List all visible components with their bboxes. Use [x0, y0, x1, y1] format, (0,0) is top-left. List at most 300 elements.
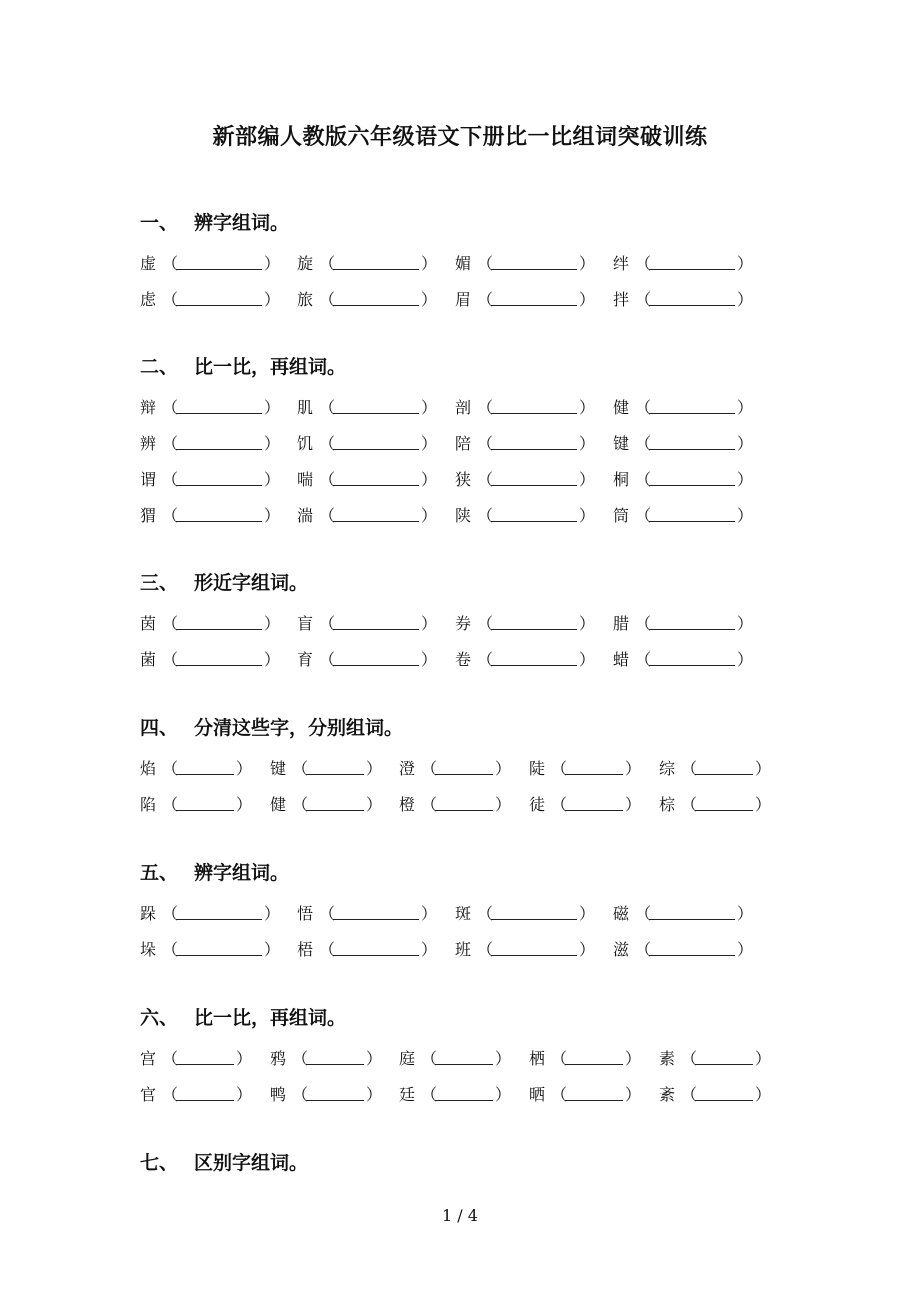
character: 综 [659, 758, 676, 778]
answer-blank[interactable] [435, 1085, 493, 1101]
word-item [297, 466, 438, 490]
character: 悟 [297, 903, 314, 923]
answer-blank[interactable] [649, 650, 735, 666]
open-paren: （ [162, 613, 179, 633]
close-paren: ） [421, 397, 438, 417]
character: 券 [455, 613, 472, 633]
section-label: 形近字组词。 [194, 572, 309, 594]
close-paren: ） [421, 505, 438, 525]
section-number: 一、 [140, 212, 179, 234]
open-paren: （ [477, 289, 494, 309]
open-paren: （ [319, 505, 336, 525]
word-item [455, 646, 596, 670]
close-paren: ） [579, 903, 596, 923]
character: 虚 [140, 253, 157, 273]
answer-blank[interactable] [695, 1049, 753, 1065]
open-paren: （ [635, 649, 652, 669]
answer-blank[interactable] [306, 795, 364, 811]
open-paren: （ [551, 1084, 568, 1104]
open-paren: （ [635, 289, 652, 309]
character: 桐 [613, 469, 630, 489]
close-paren: ） [579, 469, 596, 489]
section-number: 二、 [140, 356, 179, 378]
close-paren: ） [264, 397, 281, 417]
character: 紊 [659, 1084, 676, 1104]
open-paren: （ [477, 253, 494, 273]
answer-blank[interactable] [649, 398, 735, 414]
character: 谓 [140, 469, 157, 489]
word-item [659, 1045, 772, 1069]
answer-blank[interactable] [649, 470, 735, 486]
close-paren: ） [737, 469, 754, 489]
answer-blank[interactable] [176, 650, 262, 666]
word-item [613, 466, 754, 490]
answer-blank[interactable] [333, 650, 419, 666]
close-paren: ） [236, 758, 253, 778]
character: 宫 [140, 1048, 157, 1068]
close-paren: ） [625, 1048, 642, 1068]
close-paren: ） [366, 1048, 383, 1068]
word-item [659, 755, 772, 779]
open-paren: （ [635, 939, 652, 959]
section-label: 比一比，再组词。 [194, 1007, 347, 1029]
answer-blank[interactable] [491, 254, 577, 270]
word-item [140, 755, 253, 779]
answer-blank[interactable] [491, 614, 577, 630]
character: 跺 [140, 903, 157, 923]
character: 健 [270, 794, 287, 814]
character: 腊 [613, 613, 630, 633]
character: 筒 [613, 505, 630, 525]
word-item [140, 466, 281, 490]
word-item [613, 610, 754, 634]
answer-blank[interactable] [176, 614, 262, 630]
answer-blank[interactable] [649, 904, 735, 920]
word-item [399, 755, 512, 779]
word-item [613, 286, 754, 310]
character: 湍 [297, 505, 314, 525]
character: 媚 [455, 253, 472, 273]
open-paren: （ [477, 469, 494, 489]
section-number: 五、 [140, 862, 179, 884]
character: 健 [613, 397, 630, 417]
character: 卷 [455, 649, 472, 669]
close-paren: ） [737, 253, 754, 273]
word-item [659, 791, 772, 815]
word-item [297, 502, 438, 526]
open-paren: （ [421, 794, 438, 814]
open-paren: （ [319, 939, 336, 959]
open-paren: （ [477, 505, 494, 525]
close-paren: ） [264, 505, 281, 525]
character: 眉 [455, 289, 472, 309]
word-item [270, 1045, 383, 1069]
open-paren: （ [421, 758, 438, 778]
answer-blank[interactable] [176, 759, 234, 775]
character: 蜡 [613, 649, 630, 669]
character: 廷 [399, 1084, 416, 1104]
page-number: 1 / 4 [442, 1206, 478, 1225]
close-paren: ） [366, 1084, 383, 1104]
character: 滋 [613, 939, 630, 959]
open-paren: （ [681, 758, 698, 778]
word-item [455, 502, 596, 526]
close-paren: ） [737, 289, 754, 309]
open-paren: （ [635, 253, 652, 273]
open-paren: （ [551, 1048, 568, 1068]
character: 键 [613, 433, 630, 453]
character: 猬 [140, 505, 157, 525]
character: 旋 [297, 253, 314, 273]
word-item [455, 286, 596, 310]
answer-blank[interactable] [176, 506, 262, 522]
close-paren: ） [579, 433, 596, 453]
word-item [270, 1081, 383, 1105]
close-paren: ） [366, 794, 383, 814]
close-paren: ） [421, 433, 438, 453]
character: 庭 [399, 1048, 416, 1068]
open-paren: （ [681, 1048, 698, 1068]
word-item [140, 900, 281, 924]
word-item [297, 250, 438, 274]
answer-blank[interactable] [491, 470, 577, 486]
word-item [455, 936, 596, 960]
word-item [140, 394, 281, 418]
close-paren: ） [421, 649, 438, 669]
close-paren: ） [264, 613, 281, 633]
word-item [140, 250, 281, 274]
answer-blank[interactable] [176, 940, 262, 956]
close-paren: ） [755, 794, 772, 814]
open-paren: （ [319, 289, 336, 309]
close-paren: ） [236, 1084, 253, 1104]
close-paren: ） [236, 794, 253, 814]
answer-blank[interactable] [649, 290, 735, 306]
answer-blank[interactable] [333, 434, 419, 450]
open-paren: （ [319, 433, 336, 453]
close-paren: ） [579, 505, 596, 525]
open-paren: （ [477, 613, 494, 633]
character: 虑 [140, 289, 157, 309]
open-paren: （ [551, 758, 568, 778]
word-item [613, 502, 754, 526]
open-paren: （ [635, 903, 652, 923]
character: 垛 [140, 939, 157, 959]
close-paren: ） [625, 794, 642, 814]
open-paren: （ [477, 397, 494, 417]
open-paren: （ [635, 469, 652, 489]
word-item [613, 430, 754, 454]
character: 盲 [297, 613, 314, 633]
word-item [613, 936, 754, 960]
open-paren: （ [319, 613, 336, 633]
open-paren: （ [292, 1084, 309, 1104]
word-item [455, 466, 596, 490]
open-paren: （ [477, 939, 494, 959]
answer-blank[interactable] [333, 398, 419, 414]
close-paren: ） [737, 903, 754, 923]
open-paren: （ [162, 794, 179, 814]
section-number: 七、 [140, 1152, 179, 1174]
open-paren: （ [319, 903, 336, 923]
open-paren: （ [681, 1084, 698, 1104]
answer-blank[interactable] [491, 650, 577, 666]
close-paren: ） [625, 1084, 642, 1104]
open-paren: （ [292, 1048, 309, 1068]
answer-blank[interactable] [649, 940, 735, 956]
answer-blank[interactable] [491, 290, 577, 306]
open-paren: （ [477, 649, 494, 669]
answer-blank[interactable] [491, 506, 577, 522]
character: 绊 [613, 253, 630, 273]
open-paren: （ [319, 253, 336, 273]
answer-blank[interactable] [176, 904, 262, 920]
close-paren: ） [579, 649, 596, 669]
close-paren: ） [421, 469, 438, 489]
close-paren: ） [421, 613, 438, 633]
character: 澄 [399, 758, 416, 778]
answer-blank[interactable] [333, 290, 419, 306]
open-paren: （ [162, 1084, 179, 1104]
character: 拌 [613, 289, 630, 309]
open-paren: （ [162, 939, 179, 959]
open-paren: （ [635, 433, 652, 453]
answer-blank[interactable] [333, 470, 419, 486]
open-paren: （ [162, 1048, 179, 1068]
close-paren: ） [755, 1048, 772, 1068]
word-item [399, 1045, 512, 1069]
answer-blank[interactable] [565, 1085, 623, 1101]
open-paren: （ [292, 758, 309, 778]
word-item [529, 1081, 642, 1105]
answer-blank[interactable] [565, 1049, 623, 1065]
word-item [613, 394, 754, 418]
answer-blank[interactable] [649, 254, 735, 270]
word-item [659, 1081, 772, 1105]
word-item [399, 1081, 512, 1105]
character: 键 [270, 758, 287, 778]
character: 饥 [297, 433, 314, 453]
answer-blank[interactable] [565, 795, 623, 811]
word-item [297, 900, 438, 924]
open-paren: （ [635, 613, 652, 633]
close-paren: ） [625, 758, 642, 778]
word-item [140, 286, 281, 310]
close-paren: ） [421, 903, 438, 923]
close-paren: ） [264, 649, 281, 669]
close-paren: ） [366, 758, 383, 778]
close-paren: ） [264, 903, 281, 923]
character: 鸦 [270, 1048, 287, 1068]
character: 狭 [455, 469, 472, 489]
word-item [297, 286, 438, 310]
word-item [455, 610, 596, 634]
close-paren: ） [737, 433, 754, 453]
open-paren: （ [319, 649, 336, 669]
answer-blank[interactable] [565, 759, 623, 775]
close-paren: ） [264, 433, 281, 453]
answer-blank[interactable] [176, 1085, 234, 1101]
close-paren: ） [495, 1048, 512, 1068]
word-item [270, 755, 383, 779]
answer-blank[interactable] [176, 795, 234, 811]
close-paren: ） [421, 253, 438, 273]
character: 焰 [140, 758, 157, 778]
close-paren: ） [579, 289, 596, 309]
answer-blank[interactable] [491, 398, 577, 414]
answer-blank[interactable] [435, 1049, 493, 1065]
word-item [297, 430, 438, 454]
word-item [297, 646, 438, 670]
answer-blank[interactable] [435, 759, 493, 775]
character: 官 [140, 1084, 157, 1104]
answer-blank[interactable] [333, 506, 419, 522]
answer-blank[interactable] [435, 795, 493, 811]
answer-blank[interactable] [333, 254, 419, 270]
answer-blank[interactable] [491, 940, 577, 956]
open-paren: （ [162, 649, 179, 669]
word-item [613, 250, 754, 274]
answer-blank[interactable] [176, 470, 262, 486]
section-label: 区别字组词。 [194, 1152, 309, 1174]
character: 班 [455, 939, 472, 959]
close-paren: ） [264, 289, 281, 309]
open-paren: （ [319, 469, 336, 489]
character: 辩 [140, 397, 157, 417]
character: 辨 [140, 433, 157, 453]
close-paren: ） [579, 253, 596, 273]
word-item [140, 430, 281, 454]
open-paren: （ [681, 794, 698, 814]
word-item [529, 1045, 642, 1069]
word-item [140, 502, 281, 526]
word-item [297, 936, 438, 960]
word-item [297, 610, 438, 634]
character: 栖 [529, 1048, 546, 1068]
open-paren: （ [421, 1084, 438, 1104]
word-item [140, 936, 281, 960]
close-paren: ） [264, 939, 281, 959]
section-number: 六、 [140, 1007, 179, 1029]
open-paren: （ [162, 289, 179, 309]
open-paren: （ [162, 253, 179, 273]
word-item [140, 610, 281, 634]
word-item [140, 646, 281, 670]
open-paren: （ [477, 433, 494, 453]
answer-blank[interactable] [176, 1049, 234, 1065]
word-item [297, 394, 438, 418]
close-paren: ） [579, 397, 596, 417]
character: 陡 [529, 758, 546, 778]
character: 旅 [297, 289, 314, 309]
section-heading [140, 858, 289, 885]
answer-blank[interactable] [333, 904, 419, 920]
answer-blank[interactable] [649, 614, 735, 630]
character: 徒 [529, 794, 546, 814]
close-paren: ） [236, 1048, 253, 1068]
answer-blank[interactable] [649, 434, 735, 450]
character: 晒 [529, 1084, 546, 1104]
character: 育 [297, 649, 314, 669]
answer-blank[interactable] [695, 759, 753, 775]
word-item [529, 791, 642, 815]
character: 菌 [140, 649, 157, 669]
answer-blank[interactable] [306, 1085, 364, 1101]
close-paren: ） [755, 758, 772, 778]
word-item [399, 791, 512, 815]
character: 鸭 [270, 1084, 287, 1104]
answer-blank[interactable] [649, 506, 735, 522]
answer-blank[interactable] [491, 434, 577, 450]
answer-blank[interactable] [333, 940, 419, 956]
section-heading [140, 1003, 346, 1030]
character: 磁 [613, 903, 630, 923]
open-paren: （ [421, 1048, 438, 1068]
close-paren: ） [579, 613, 596, 633]
open-paren: （ [162, 433, 179, 453]
close-paren: ） [579, 939, 596, 959]
close-paren: ） [264, 469, 281, 489]
word-item [455, 900, 596, 924]
close-paren: ） [737, 505, 754, 525]
section-heading [140, 713, 403, 740]
answer-blank[interactable] [695, 795, 753, 811]
answer-blank[interactable] [176, 398, 262, 414]
section-heading [140, 1148, 308, 1175]
answer-blank[interactable] [306, 1049, 364, 1065]
open-paren: （ [162, 505, 179, 525]
close-paren: ） [495, 1084, 512, 1104]
section-heading [140, 568, 308, 595]
close-paren: ） [737, 613, 754, 633]
character: 棕 [659, 794, 676, 814]
close-paren: ） [737, 939, 754, 959]
section-label: 分清这些字，分别组词。 [194, 717, 404, 739]
character: 梧 [297, 939, 314, 959]
word-item [270, 791, 383, 815]
close-paren: ） [755, 1084, 772, 1104]
answer-blank[interactable] [333, 614, 419, 630]
answer-blank[interactable] [176, 290, 262, 306]
close-paren: ） [421, 289, 438, 309]
section-label: 比一比，再组词。 [194, 356, 347, 378]
answer-blank[interactable] [491, 904, 577, 920]
close-paren: ） [421, 939, 438, 959]
close-paren: ） [264, 253, 281, 273]
answer-blank[interactable] [176, 434, 262, 450]
open-paren: （ [635, 397, 652, 417]
character: 剖 [455, 397, 472, 417]
answer-blank[interactable] [695, 1085, 753, 1101]
character: 橙 [399, 794, 416, 814]
character: 陪 [455, 433, 472, 453]
answer-blank[interactable] [176, 254, 262, 270]
open-paren: （ [162, 758, 179, 778]
character: 陕 [455, 505, 472, 525]
open-paren: （ [477, 903, 494, 923]
open-paren: （ [319, 397, 336, 417]
word-item [529, 755, 642, 779]
word-item [140, 791, 253, 815]
character: 陷 [140, 794, 157, 814]
word-item [455, 394, 596, 418]
section-heading [140, 208, 289, 235]
open-paren: （ [551, 794, 568, 814]
open-paren: （ [162, 397, 179, 417]
answer-blank[interactable] [306, 759, 364, 775]
close-paren: ） [495, 758, 512, 778]
page-title: 新部编人教版六年级语文下册比一比组词突破训练 [212, 125, 708, 150]
